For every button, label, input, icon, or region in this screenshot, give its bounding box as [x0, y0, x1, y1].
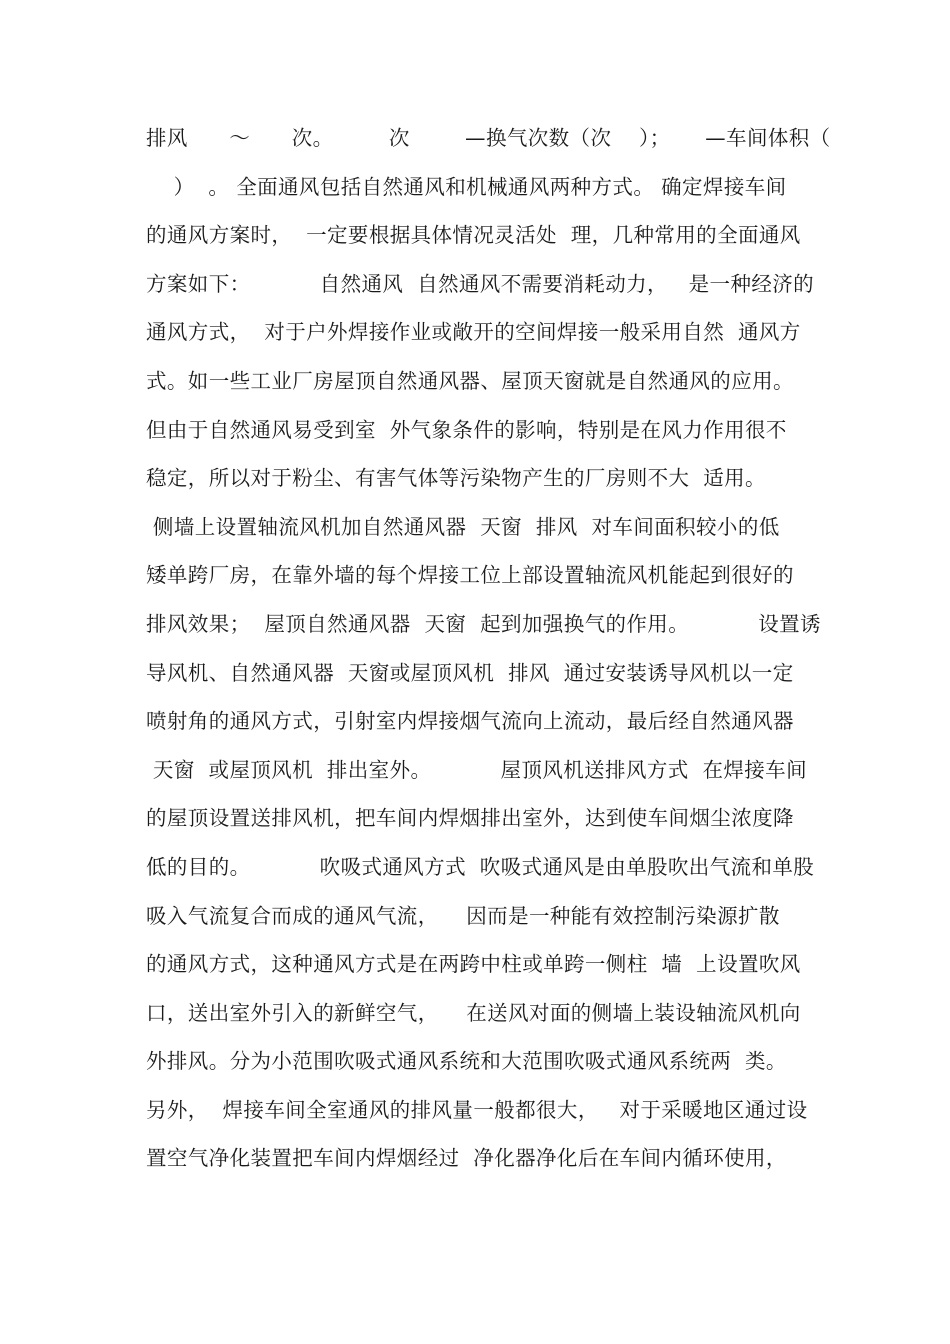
text-line: 的通风方式，这种通风方式是在两跨中柱或单跨一侧柱 墙 上设置吹风: [146, 952, 801, 977]
text-line: 天窗 或屋顶风机 排出室外。 屋顶风机送排风方式 在焊接车间: [146, 757, 807, 782]
text-line: 矮单跨厂房，在靠外墙的每个焊接工位上部设置轴流风机能起到很好的: [146, 563, 794, 588]
text-line: 置空气净化装置把车间内焊烟经过 净化器净化后在车间内循环使用，: [146, 1146, 787, 1171]
text-line: 排风 ～ 次。 次 —换气次数（次 ）； —车间体积（: [146, 126, 831, 150]
text-line: 侧墙上设置轴流风机加自然通风器 天窗 排风 对车间面积较小的低: [146, 514, 780, 539]
text-line: 稳定，所以对于粉尘、有害气体等污染物产生的厂房则不大 适用。: [146, 466, 766, 491]
text-line: 导风机、自然通风器 天窗或屋顶风机 排风 通过安装诱导风机以一定: [146, 660, 794, 685]
text-line: 低的目的。 吹吸式通风方式 吹吸式通风是由单股吹出气流和单股: [146, 854, 815, 879]
text-line: 吸入气流复合而成的通风气流， 因而是一种能有效控制污染源扩散: [146, 903, 780, 928]
text-line: ） 。 全面通风包括自然通风和机械通风两种方式。 确定焊接车间: [146, 174, 787, 199]
text-line: 但由于自然通风易受到室 外气象条件的影响，特别是在风力作用很不: [146, 417, 787, 442]
text-line: 外排风。分为小范围吹吸式通风系统和大范围吹吸式通风系统两 类。: [146, 1049, 787, 1074]
text-line: 喷射角的通风方式，引射室内焊接烟气流向上流动，最后经自然通风器: [146, 709, 794, 734]
text-line: 的通风方案时， 一定要根据具体情况灵活处 理，几种常用的全面通风: [146, 223, 801, 248]
text-line: 排风效果； 屋顶自然通风器 天窗 起到加强换气的作用。 设置诱: [146, 611, 821, 636]
text-line: 方案如下： 自然通风 自然通风不需要消耗动力， 是一种经济的: [146, 271, 815, 296]
text-line: 另外， 焊接车间全室通风的排风量一般都很大， 对于采暖地区通过设: [146, 1097, 808, 1122]
text-line: 的屋顶设置送排风机，把车间内焊烟排出室外，达到使车间烟尘浓度降: [146, 806, 794, 831]
text-line: 式。如一些工业厂房屋顶自然通风器、屋顶天窗就是自然通风的应用。: [146, 368, 794, 393]
text-line: 口，送出室外引入的新鲜空气， 在送风对面的侧墙上装设轴流风机向: [146, 1000, 801, 1025]
text-line: 通风方式， 对于户外焊接作业或敞开的空间焊接一般采用自然 通风方: [146, 320, 801, 345]
body-text: [146, 118, 831, 1187]
